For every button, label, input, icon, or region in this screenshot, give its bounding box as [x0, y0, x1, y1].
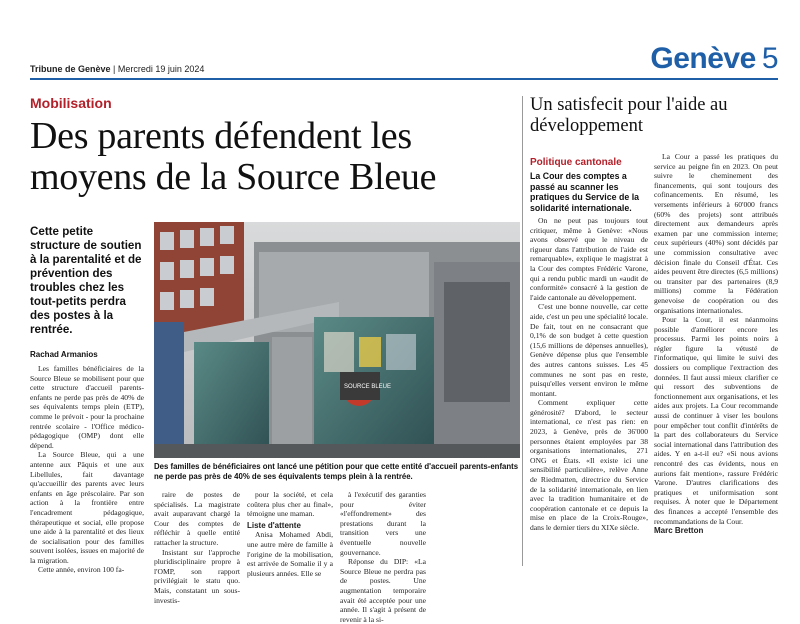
side-signature: Marc Bretton [654, 526, 704, 536]
paragraph: Pour la Cour, il est néanmoins possible d'améliorer encore les processus. Parmi les points noirs à régler figure la vétusté de l'informatique, qui limite le suivi des dossiers ou complique l'extraction des données. Il faut aussi mieux clarifier ce qui ressort des subventions de fonctionnement aux organisations, et les aides aux projets. La Cour recommande aussi de continuer à viser les boulons pour empêcher tout conflit d'intérêts de la part des collaborateurs du Service social international dans l'attribution des aides. Y en a-t-il eu? «Si nous avions rencontré des cas évidents, nous en aurions fait mention», rassure Frédéric Varone. D'autres clarifications des pratiques et uniformisation sont requises. À noter que le Département des finances a accepté l'ensemble des recommandations de la Cour. [654, 315, 778, 526]
article-author: Rachad Armanios [30, 350, 98, 359]
newspaper-name: Tribune de Genève [30, 64, 111, 74]
building-photo [154, 222, 520, 458]
article-kicker: Mobilisation [30, 95, 112, 111]
paragraph: Les familles bénéficiaires de la Source Bleue se mobilisent pour que cette structure d'accueil parents-enfants ne perde pas près de 40% de ses équivalents temps plein (ETP), comme le prévoit - pour la prochaine rentrée scolaire - l'Office médico-pédagogique (OMP) dont elle dépend. [30, 364, 144, 450]
paragraph: C'est une bonne nouvelle, car cette aide, c'est un peu une spécialité locale. De fait, tout en ne consacrant que 0,1% de son budget à cette question (15,6 millions de dépenses annuelles), Genève dépense plus que l'ensemble des autres cantons suisses. Les 45 communes ne sont pas en reste, puisqu'elles versent environ le même montant. [530, 302, 648, 398]
section-name: Genève [650, 42, 756, 75]
article-column-3 [247, 490, 333, 578]
paragraph: raire de postes de spécialisés. La magistrate avait auparavant chargé la Cour des comptes de réfléchir à quelle entité rattacher la structure. [154, 490, 240, 547]
paragraph: La Source Bleue, qui a une antenne aux Pâquis et une aux Libellules, fait davantage qu'accueillir des parents avec leurs enfants en âge préscolaire. Par son action à la frontière entre l'encadrement pédagogique, thérapeutique et social, elle propose une aide à la parentalité et des lieux de socialisation pour des familles souvent isolées, issues en majorité de la migration. [30, 450, 144, 565]
article-headline: Des parents défendent les moyens de la Source Bleue [30, 115, 437, 198]
side-deck: La Cour des comptes a passé au scanner les pratiques du Service de la solidarité internationale. [530, 171, 640, 213]
page-number: 5 [761, 42, 778, 75]
paragraph: Cette année, environ 100 fa- [38, 565, 125, 575]
side-headline: Un satisfecit pour l'aide au développement [530, 95, 728, 136]
side-kicker: Politique cantonale [530, 157, 622, 168]
paragraph: à l'exécutif des garanties pour éviter «l'effondrement» des prestations durant la transition vers une éventuelle nouvelle gouvernance. [340, 490, 426, 557]
article-photo [154, 222, 520, 458]
side-column-2 [654, 152, 778, 536]
side-column-1 [530, 216, 648, 533]
article-column-4 [340, 490, 426, 624]
article-deck: Cette petite structure de soutien à la parentalité et de prévention des troubles chez les tout-petits perdra des postes à la rentrée. [30, 225, 142, 336]
column-separator [522, 96, 523, 566]
paragraph: On ne peut pas toujours tout critiquer, même à Genève: «Nous avons observé que le niveau de rigueur dans l'attribution de l'aide est remarquable», explique le magistrat à la Cour des comptes Frédéric Varone, qui a rendu public mardi un «audit de conformité» consacré à la gestion de l'aide cantonale au développement. [530, 216, 648, 302]
header-rule [30, 78, 778, 80]
paragraph: pour la société, et cela coûtera plus cher au final», témoigne une maman. [247, 490, 333, 519]
article-column-2 [154, 490, 240, 605]
masthead: Tribune de Genève | Mercredi 19 juin 2024 [30, 64, 205, 74]
article-column-1 [30, 364, 144, 575]
issue-date: Mercredi 19 juin 2024 [117, 64, 205, 74]
paragraph: La Cour a passé les pratiques du service au peigne fin en 2023. On peut suivre le cheminement des financements, qui sont toujours des cofinancements. En résumé, les versements inférieurs à 60'000 francs (60% des projets) sont attribués directement aux demandeurs après examen par une commission interne; ceux supérieurs (40%) sont décidés par une commission consultative avec décision finale du Conseil d'État. Ces aides peuvent être directes (6,5 millions) ou transiter par des partenaires (8,9 millions) comme la Fédération genevoise de coopération ou des organisations internationales. [654, 152, 778, 315]
paragraph: Réponse du DIP: «La Source Bleue ne perdra pas de postes. Une augmentation temporaire avait été acceptée pour une année. Il s'agit à présent de revenir à la si- [340, 557, 426, 624]
paragraph: Anisa Mohamed Abdi, une autre mère de famille à l'origine de la mobilisation, est arrivée de Somalie il y a plusieurs années. Elle se [247, 530, 333, 578]
subheading: Liste d'attente [247, 520, 301, 530]
photo-caption: Des familles de bénéficiaires ont lancé une pétition pour que cette entité d'accueil parents-enfants ne perde pas près de 40% de ses équivalents temps plein à la rentrée. [154, 462, 519, 481]
paragraph: Insistant sur l'approche pluridisciplinaire propre à l'OMP, son rapport privilégiait le statu quo. Mais, constatant un sous-investis- [154, 547, 240, 605]
paragraph: Comment expliquer cette générosité? D'abord, le secteur international, ce n'est pas rien: en 2023, à Genève, près de 36'000 personnes étaient employées par 38 organisations internationales, 271 ONG et États. «Il existe ici une sensibilité particulière», relève Anne de Riedmatten, directrice du Service de la solidarité internationale, en lien avec la tradition humanitaire et de coopération cantonale et ce depuis la mise en place de la Croix-Rouge», dans le dernier tiers du XIXe siècle. [530, 398, 648, 532]
section-header [650, 42, 778, 76]
photo-sign: SOURCE BLEUE [344, 384, 392, 390]
